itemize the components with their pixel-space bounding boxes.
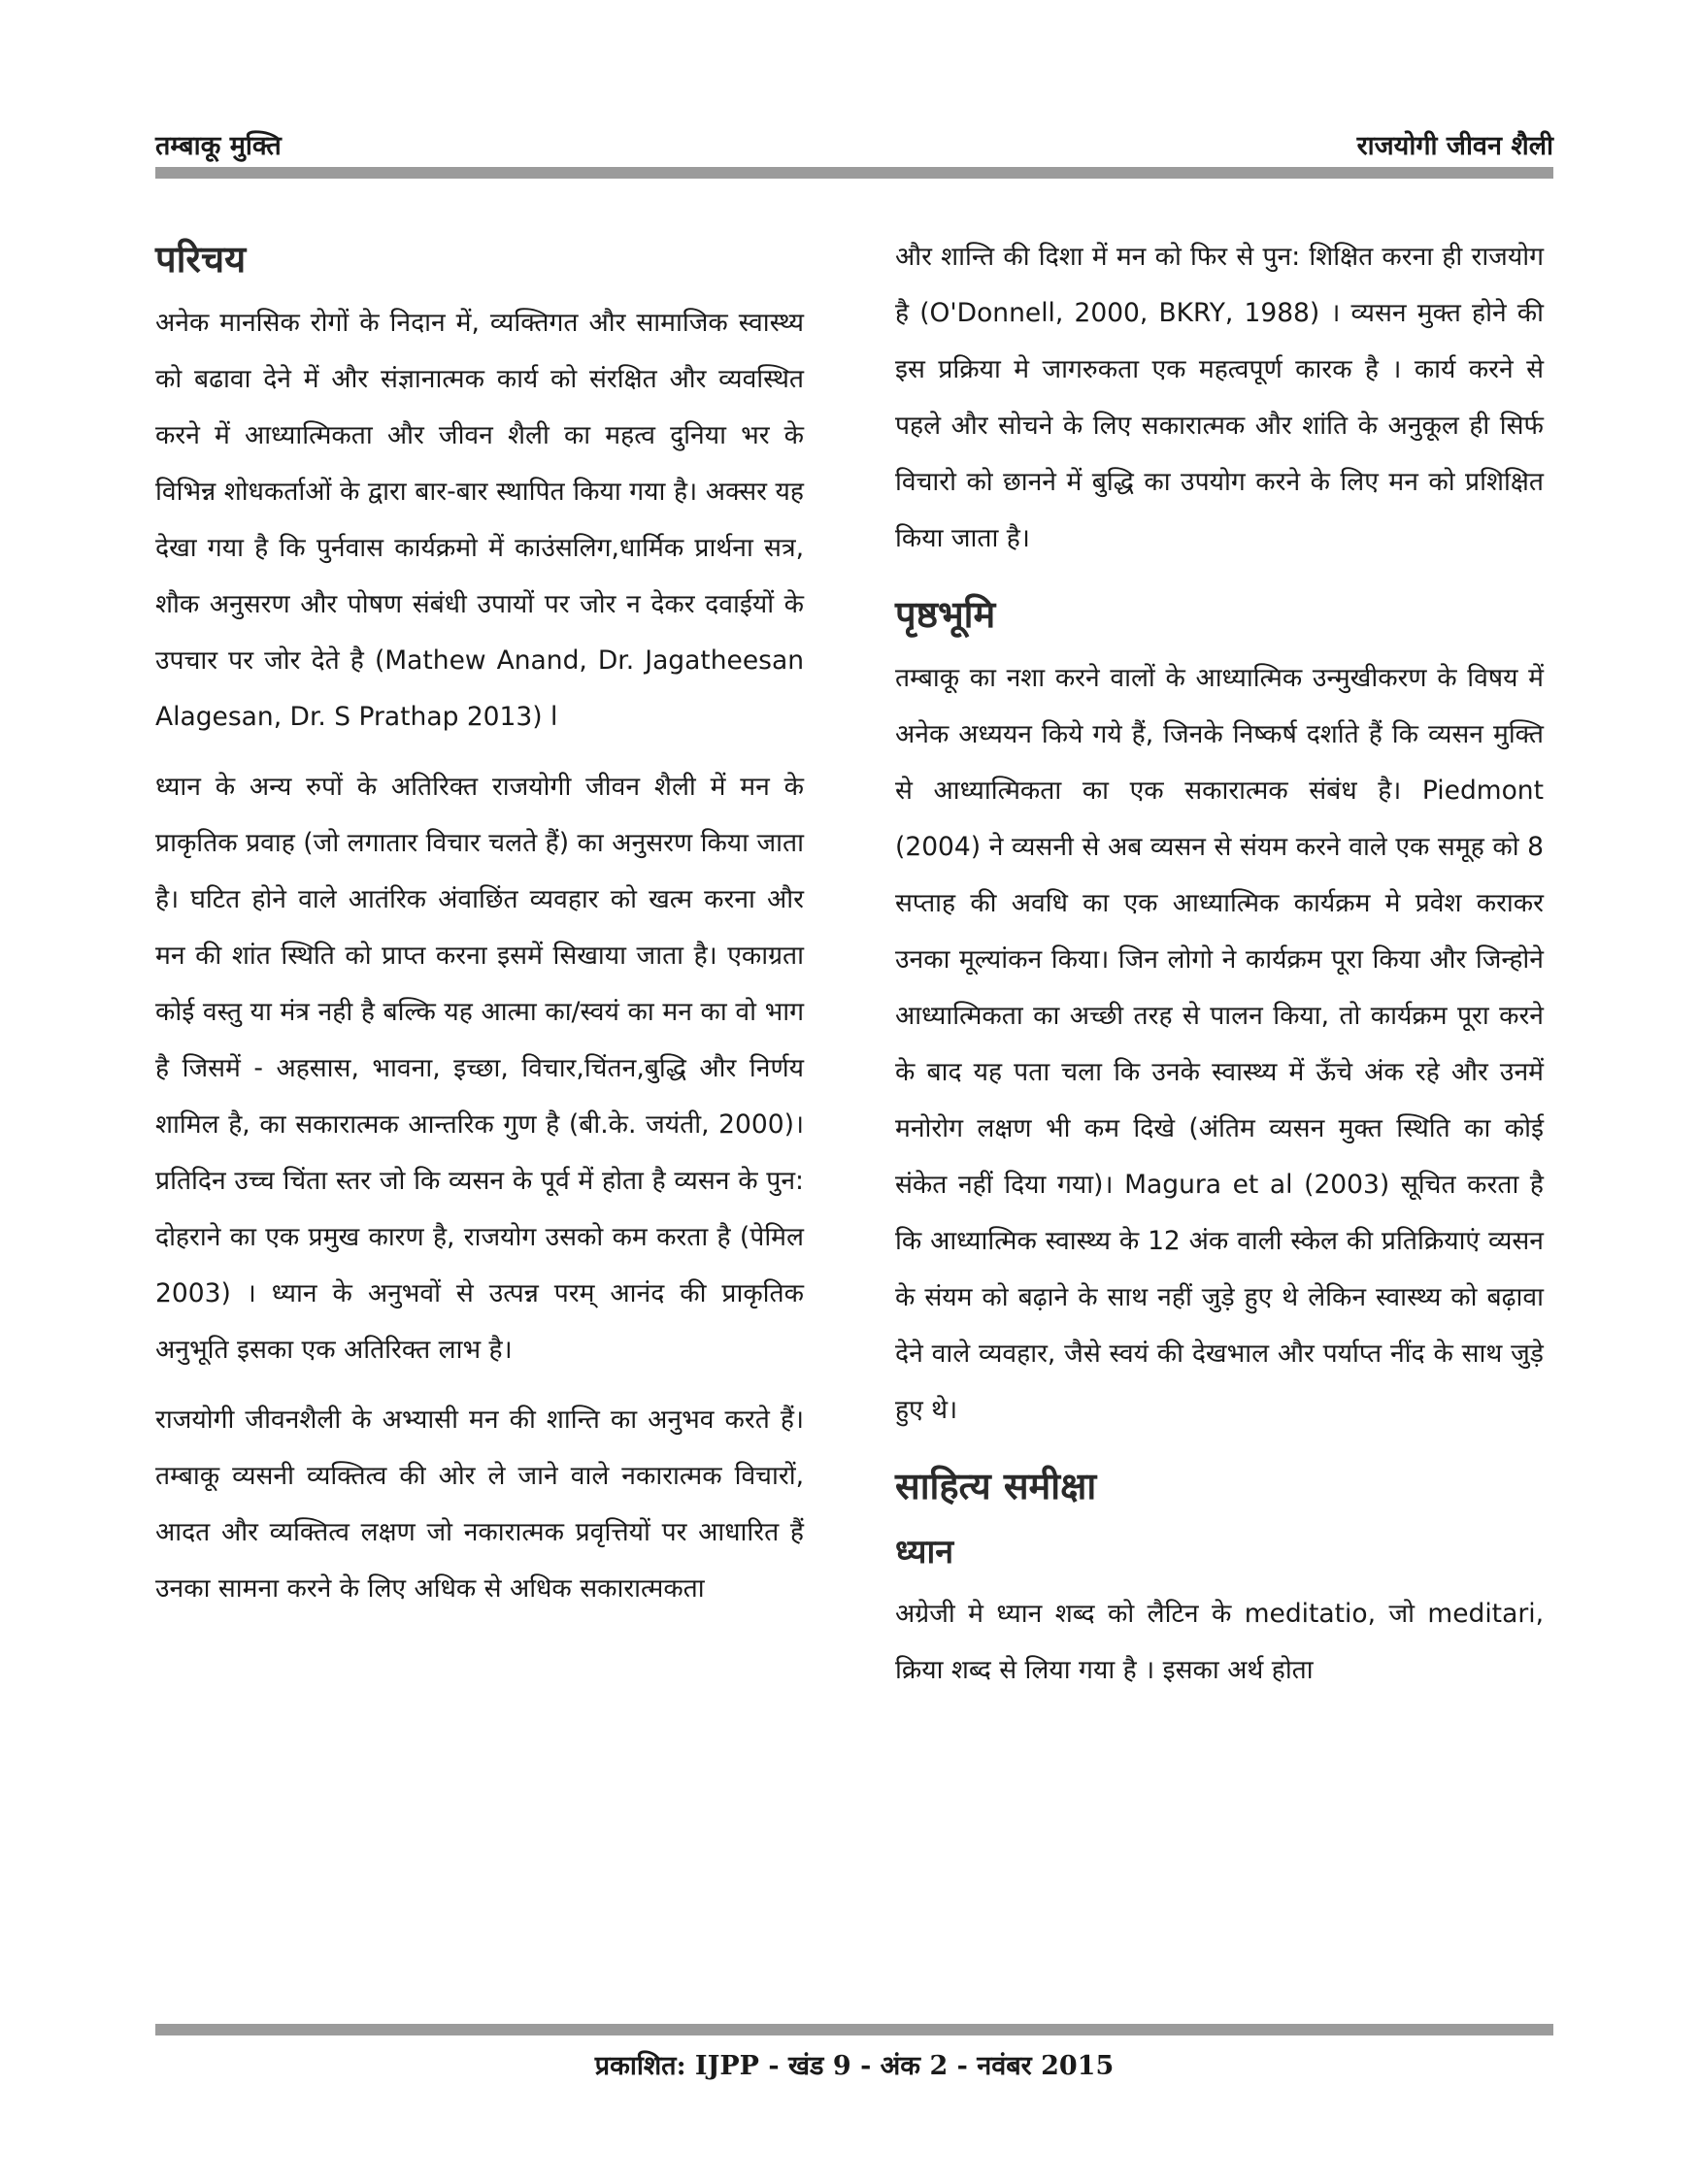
- header-right-title: राजयोगी जीवन शैली: [1356, 131, 1553, 161]
- paragraph-meditation: अग्रेजी मे ध्यान शब्द को लैटिन के meditatio, जो meditari, क्रिया शब्द से लिया गया है । इसका अर्थ होता: [895, 1599, 1544, 1685]
- subsection-heading-meditation: ध्यान: [895, 1533, 954, 1572]
- header-left-title: तम्बाकू मुक्ति: [155, 131, 282, 161]
- publication-footer: प्रकाशित: IJPP - खंड 9 - अंक 2 - नवंबर 2015: [594, 2051, 1115, 2081]
- footer-rule: [155, 2024, 1553, 2035]
- section-heading-introduction: परिचय: [155, 237, 247, 281]
- section-heading-literature-review: साहित्य समीक्षा: [895, 1464, 1097, 1507]
- paragraph-intro-2: ध्यान के अन्य रुपों के अतिरिक्त राजयोगी जीवन शैली में मन के प्राकृतिक प्रवाह (जो लगातार विचार चलते हैं) का अनुसरण किया जाता है। घटित होने वाले आतंरिक अंवाछिंत व्यवहार को खत्म करना और मन की शांत स्थिति को प्राप्त करना इसमें सिखाया जाता है। एकाग्रता कोई वस्तु या मंत्र नही है बल्कि यह आत्मा का/स्वयं का मन का वो भाग है जिसमें - अहसास, भावना, इच्छा, विचार,चिंतन,बुद्धि और निर्णय शामिल है, का सकारात्मक आन्तरिक गुण है (बी.के. जयंती, 2000)। प्रतिदिन उच्च चिंता स्तर जो कि व्यसन के पूर्व में होता है व्यसन के पुन: दोहराने का एक प्रमुख कारण है, राजयोग उसको कम करता है (पेमिल 2003) । ध्यान के अनुभवों से उत्पन्न परम् आनंद की प्राकृतिक अनुभूति इसका एक अतिरिक्त लाभ है।: [155, 772, 804, 1365]
- paragraph-intro-1: अनेक मानसिक रोगों के निदान में, व्यक्तिगत और सामाजिक स्वास्थ्य को बढावा देने में और संज्ञानात्मक कार्य को संरक्षित और व्यवस्थित करने में आध्यात्मिकता और जीवन शैली का महत्व दुनिया भर के विभिन्न शोधकर्ताओं के द्वारा बार-बार स्थापित किया गया है। अक्सर यह देखा गया है कि पुर्नवास कार्यक्रमो में काउंसलिग,धार्मिक प्रार्थना सत्र, शौक अनुसरण और पोषण संबंधी उपायों पर जोर न देकर दवाईयों के उपचार पर जोर देते है (Mathew Anand, Dr. Jagatheesan Alagesan, Dr. S Prathap 2013) l: [155, 308, 804, 732]
- paragraph-continued: और शान्ति की दिशा में मन को फिर से पुन: शिक्षित करना ही राजयोग है (O'Donnell, 2000, BKRY, 1988) । व्यसन मुक्त होने की इस प्रक्रिया मे जागरुकता एक महत्वपूर्ण कारक है । कार्य करने से पहले और सोचने के लिए सकारात्मक और शांति के अनुकूल ही सिर्फ विचारो को छानने में बुद्धि का उपयोग करने के लिए मन को प्रशिक्षित किया जाता है।: [895, 242, 1544, 553]
- paragraph-background: तम्बाकू का नशा करने वालों के आध्यात्मिक उन्मुखीकरण के विषय में अनेक अध्ययन किये गये हैं, जिनके निष्कर्ष दर्शाते हैं कि व्यसन मुक्ति से आध्यात्मिकता का एक सकारात्मक संबंध है। Piedmont (2004) ने व्यसनी से अब व्यसन से संयम करने वाले एक समूह को 8 सप्ताह की अवधि का एक आध्यात्मिक कार्यक्रम मे प्रवेश कराकर उनका मूल्यांकन किया। जिन लोगो ने कार्यक्रम पूरा किया और जिन्होने आध्यात्मिकता का अच्छी तरह से पालन किया, तो कार्यक्रम पूरा करने के बाद यह पता चला कि उनके स्वास्थ्य में ऊँचे अंक रहे और उनमें मनोरोग लक्षण भी कम दिखे (अंतिम व्यसन मुक्त स्थिति का कोई संकेत नहीं दिया गया)। Magura et al (2003) सूचित करता है कि आध्यात्मिक स्वास्थ्य के 12 अंक वाली स्केल की प्रतिक्रियाएं व्यसन के संयम को बढ़ाने के साथ नहीं जुड़े हुए थे लेकिन स्वास्थ्य को बढ़ावा देने वाले व्यवहार, जैसे स्वयं की देखभाल और पर्याप्त नींद के साथ जुड़े हुए थे।: [895, 663, 1544, 1425]
- left-column: [155, 229, 804, 1631]
- section-heading-background: पृष्ठभूमि: [895, 592, 996, 636]
- paragraph-intro-3: राजयोगी जीवनशैली के अभ्यासी मन की शान्ति का अनुभव करते हैं। तम्बाकू व्यसनी व्यक्तित्व की ओर ले जाने वाले नकारात्मक विचारों, आदत और व्यक्तित्व लक्षण जो नकारात्मक प्रवृत्तियों पर आधारित हैं उनका सामना करने के लिए अधिक से अधिक सकारात्मकता: [155, 1405, 804, 1604]
- running-header: [155, 122, 1553, 167]
- header-rule: [155, 167, 1553, 179]
- right-column: [895, 229, 1544, 1712]
